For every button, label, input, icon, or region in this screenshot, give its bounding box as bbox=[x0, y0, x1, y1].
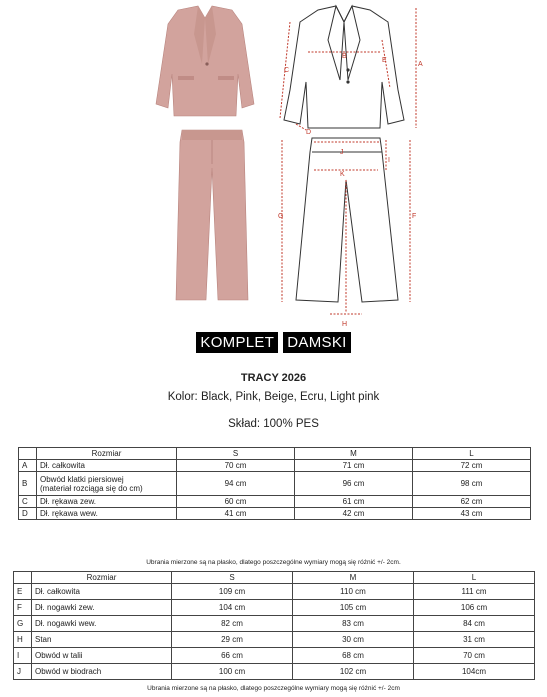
title-banner bbox=[0, 332, 547, 353]
measurement-note: Ubrania mierzone są na płasko, dlatego poszczególne wymiary mogą się różnić +/- 2cm. bbox=[146, 559, 401, 566]
row-value: 109 cm bbox=[172, 584, 293, 600]
table-row bbox=[14, 584, 535, 600]
row-value: 29 cm bbox=[172, 632, 293, 648]
header-empty-cell bbox=[14, 572, 32, 584]
header-label: Rozmiar bbox=[37, 448, 177, 460]
sketch-label-h: H bbox=[342, 321, 348, 328]
row-value: 96 cm bbox=[295, 472, 413, 496]
table-row bbox=[14, 616, 535, 632]
row-value: 66 cm bbox=[172, 648, 293, 664]
row-value: 83 cm bbox=[293, 616, 414, 632]
model-name: TRACY 2026 bbox=[240, 372, 307, 384]
header-size-s: S bbox=[172, 572, 293, 584]
table-row bbox=[14, 664, 535, 680]
table-row bbox=[14, 648, 535, 664]
row-value: 62 cm bbox=[413, 496, 531, 508]
sketch-label-i: I bbox=[388, 157, 390, 164]
header-size-s: S bbox=[177, 448, 295, 460]
composition: Skład: 100% PES bbox=[228, 418, 319, 430]
pants-size-table bbox=[13, 571, 535, 680]
row-value: 105 cm bbox=[293, 600, 414, 616]
row-code: I bbox=[14, 648, 32, 664]
table-row bbox=[19, 472, 531, 496]
row-label: Dł. rękawa zew. bbox=[37, 496, 177, 508]
row-code: B bbox=[19, 472, 37, 496]
header-empty-cell bbox=[19, 448, 37, 460]
table-row bbox=[14, 600, 535, 616]
row-label: Stan bbox=[32, 632, 172, 648]
row-label-line1: Obwód klatki piersiowej bbox=[40, 474, 124, 484]
sketch-label-c: C bbox=[284, 67, 290, 74]
row-value: 106 cm bbox=[414, 600, 535, 616]
row-value: 41 cm bbox=[177, 508, 295, 520]
row-value: 42 cm bbox=[295, 508, 413, 520]
row-value: 111 cm bbox=[414, 584, 535, 600]
table-header-row bbox=[14, 572, 535, 584]
color-list: Kolor: Black, Pink, Beige, Ecru, Light pink bbox=[167, 391, 380, 403]
row-value: 70 cm bbox=[414, 648, 535, 664]
row-code: J bbox=[14, 664, 32, 680]
technical-sketch bbox=[270, 0, 430, 330]
row-value: 60 cm bbox=[177, 496, 295, 508]
row-label: Obwód w biodrach bbox=[32, 664, 172, 680]
table-row bbox=[19, 496, 531, 508]
row-label: Dł. całkowita bbox=[37, 460, 177, 472]
sketch-label-f: F bbox=[412, 213, 417, 220]
measurement-note-bottom: Ubrania mierzone są na płasko, dlatego poszczególne wymiary mogą się różnić +/- 2cm bbox=[147, 685, 400, 692]
header-size-l: L bbox=[414, 572, 535, 584]
row-code: E bbox=[14, 584, 32, 600]
row-value: 70 cm bbox=[177, 460, 295, 472]
row-value: 104 cm bbox=[172, 600, 293, 616]
row-value: 31 cm bbox=[414, 632, 535, 648]
title-word-2: DAMSKI bbox=[283, 332, 350, 353]
jacket-photo bbox=[150, 4, 260, 120]
row-value: 61 cm bbox=[295, 496, 413, 508]
row-label: Dł. nogawki zew. bbox=[32, 600, 172, 616]
header-size-l: L bbox=[413, 448, 531, 460]
table-row bbox=[19, 508, 531, 520]
row-value: 68 cm bbox=[293, 648, 414, 664]
sketch-label-e: E bbox=[382, 57, 387, 64]
header-label: Rozmiar bbox=[32, 572, 172, 584]
row-code: D bbox=[19, 508, 37, 520]
row-value: 104cm bbox=[414, 664, 535, 680]
sketch-label-j: J bbox=[340, 149, 344, 156]
sketch-label-a: A bbox=[418, 61, 423, 68]
row-label: Obwód w talii bbox=[32, 648, 172, 664]
row-code: A bbox=[19, 460, 37, 472]
sketch-label-k: K bbox=[340, 171, 345, 178]
row-label: Dł. całkowita bbox=[32, 584, 172, 600]
row-label: Dł. rękawa wew. bbox=[37, 508, 177, 520]
table-row bbox=[14, 632, 535, 648]
table-header-row bbox=[19, 448, 531, 460]
row-code: F bbox=[14, 600, 32, 616]
sketch-label-d: D bbox=[306, 129, 312, 136]
row-value: 43 cm bbox=[413, 508, 531, 520]
row-value: 84 cm bbox=[414, 616, 535, 632]
row-label bbox=[37, 472, 177, 496]
row-value: 30 cm bbox=[293, 632, 414, 648]
row-code: H bbox=[14, 632, 32, 648]
sketch-label-g: G bbox=[278, 213, 284, 220]
row-label: Dł. nogawki wew. bbox=[32, 616, 172, 632]
row-value: 102 cm bbox=[293, 664, 414, 680]
title-word-1: KOMPLET bbox=[196, 332, 278, 353]
row-label-line2: (materiał rozciąga się do cm) bbox=[40, 483, 143, 493]
row-code: C bbox=[19, 496, 37, 508]
row-value: 98 cm bbox=[413, 472, 531, 496]
row-value: 100 cm bbox=[172, 664, 293, 680]
table-row bbox=[19, 460, 531, 472]
header-size-m: M bbox=[295, 448, 413, 460]
row-code: G bbox=[14, 616, 32, 632]
row-value: 71 cm bbox=[295, 460, 413, 472]
row-value: 110 cm bbox=[293, 584, 414, 600]
row-value: 82 cm bbox=[172, 616, 293, 632]
sketch-label-b: B bbox=[342, 53, 347, 60]
row-value: 72 cm bbox=[413, 460, 531, 472]
row-value: 94 cm bbox=[177, 472, 295, 496]
jacket-size-table bbox=[18, 447, 531, 520]
header-size-m: M bbox=[293, 572, 414, 584]
pants-photo bbox=[172, 128, 252, 304]
